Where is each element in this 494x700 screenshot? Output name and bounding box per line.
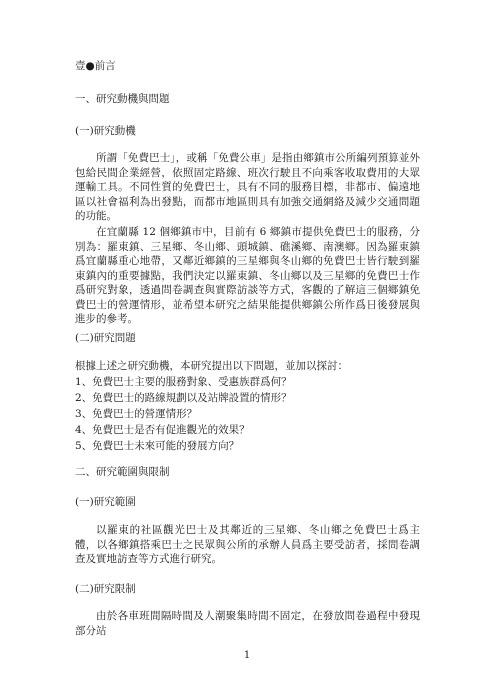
- question-item: 2、免費巴士的路線規劃以及站牌設置的情形？: [75, 392, 292, 404]
- section-1-title: 一、研究動機與問題: [75, 93, 170, 105]
- subsection-limitations-title: (二)研究限制: [75, 583, 136, 595]
- paragraph-free-bus-definition: 所謂「免費巴士」，或稱「免費公車」是指由鄉鎮市公所編列預算並外包給民間企業經營，依照固定路線、班次行駛且不向乘客收取費用的大眾運輸工具。不同性質的免費巴士，具有不同的服務目標，非都市、偏遠地區以社會福利為出發點，而都市地區則具有加強交通網絡及減少交通問題的功能。: [75, 152, 420, 222]
- question-item: 1、免費巴士主要的服務對象、受惠族群爲何？: [75, 376, 292, 388]
- question-item: 3、免費巴士的營運情形？: [75, 408, 198, 420]
- page-number: 1: [243, 650, 251, 661]
- subsection-scope-title: (一)研究範圍: [75, 496, 136, 508]
- chapter-title: 壹●前言: [75, 60, 116, 72]
- subsection-motivation-title: (一)研究動機: [75, 125, 136, 137]
- paragraph-research-scope: 以羅東的社區觀光巴士及其鄰近的三星鄉、冬山鄉之免費巴士爲主體，以各鄉鎮搭乘巴士之民眾與公所的承辦人員爲主要受訪者，採問卷調查及實地訪查等方式進行研究。: [75, 524, 420, 565]
- question-item: 5、免費巴士未來可能的發展方向？: [75, 440, 240, 452]
- section-2-title: 二、研究範圍與限制: [75, 466, 170, 478]
- question-item: 4、免費巴士是否有促進觀光的效果？: [75, 424, 250, 436]
- subsection-questions-title: (二)研究問題: [75, 332, 136, 344]
- paragraph-yilan-towns: 在宜蘭縣 12 個鄉鎮市中，目前有 6 鄉鎮市提供免費巴士的服務，分別為：羅東鎮、三星鄉、冬山鄉、頭城鎮、礁溪鄉、南澳鄉。因為羅東鎮爲宜蘭縣重心地帶，又鄰近鄉鎮的三星鄉與冬山鄉的免費巴士皆行駛到羅東鎮內的重要據點，我們決定以羅東鎮、冬山鄉以及三星鄉的免費巴士作爲研究對象，透過問卷調查與實際訪談等方式，客觀的了解這三個鄉鎮免費巴士的營運情形，並希望本研究之結果能提供鄉鎮公所作爲日後發展與進步的參考。: [75, 226, 420, 325]
- paragraph-research-limitations: 由於各車班間隔時間及人潮聚集時間不固定，在發放問卷過程中發現部分站: [75, 610, 420, 637]
- questions-intro: 根據上述之研究動機，本研究提出以下問題，並加以探討：: [75, 360, 348, 372]
